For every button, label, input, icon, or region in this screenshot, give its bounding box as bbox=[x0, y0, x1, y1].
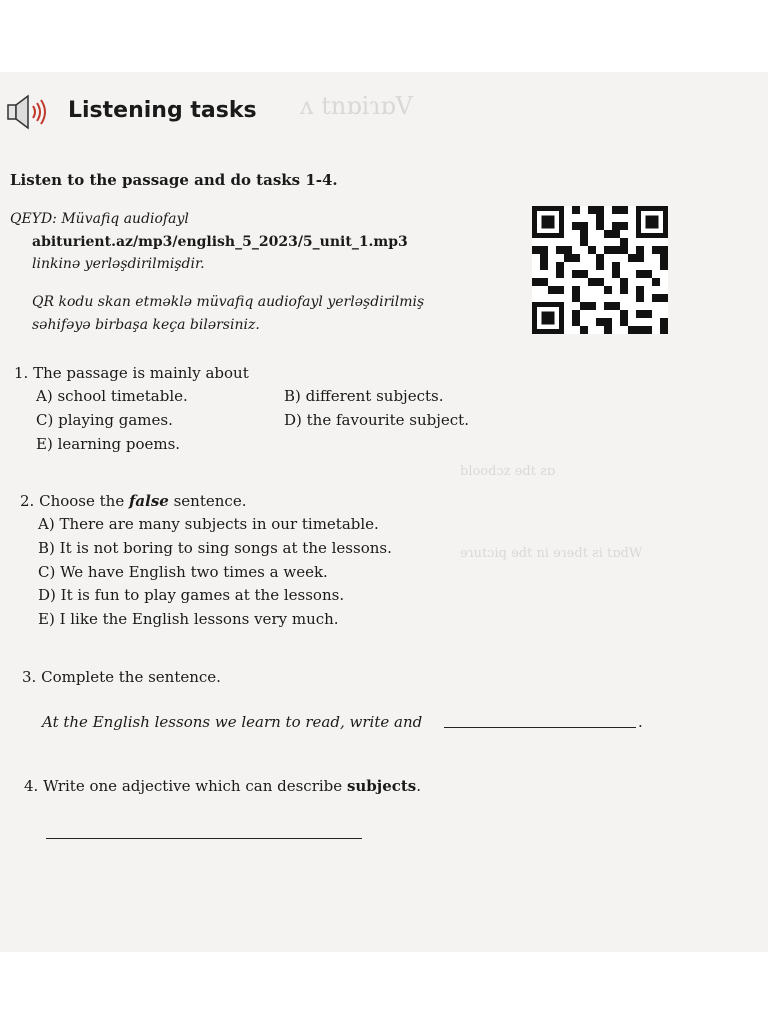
option-1c[interactable]: C) playing games. bbox=[36, 411, 173, 429]
qr-note-line1: QR kodu skan etməklə müvafiq audiofayl yerləşdirilmiş bbox=[32, 294, 425, 310]
sentence-end: . bbox=[638, 713, 643, 731]
option-1d[interactable]: D) the favourite subject. bbox=[284, 411, 469, 429]
option-1a[interactable]: A) school timetable. bbox=[36, 387, 188, 405]
worksheet-page bbox=[0, 72, 768, 952]
question-text: Write one adjective which can describe bbox=[43, 777, 347, 795]
option-2e[interactable]: E) I like the English lessons very much. bbox=[38, 610, 339, 628]
question-2 bbox=[20, 492, 246, 510]
answer-blank-4[interactable] bbox=[46, 838, 362, 839]
instructions: Listen to the passage and do tasks 1-4. bbox=[10, 171, 338, 189]
note-line2: linkinə yerləşdirilmişdir. bbox=[32, 256, 205, 272]
question-3 bbox=[22, 668, 221, 686]
completion-sentence: At the English lessons we learn to read, write and bbox=[42, 713, 423, 731]
question-1 bbox=[14, 364, 249, 382]
question-text-end: sentence. bbox=[168, 492, 247, 510]
question-4 bbox=[24, 777, 421, 795]
qr-note-line2: səhifəyə birbaşa keça bilərsiniz. bbox=[32, 317, 260, 333]
question-number: 1. bbox=[14, 364, 29, 382]
audio-link[interactable]: abiturient.az/mp3/english_5_2023/5_unit_1.mp3 bbox=[32, 234, 408, 250]
option-1e[interactable]: E) learning poems. bbox=[36, 435, 181, 453]
question-number: 4. bbox=[24, 777, 39, 795]
note-label: QEYD: bbox=[10, 211, 57, 227]
bleed-through-text: ɘɿutɔiq ɘdt ni ɘɿɘdt ƨi tɒdW bbox=[460, 546, 643, 561]
question-emphasis: subjects bbox=[346, 777, 417, 795]
answer-blank-3[interactable] bbox=[444, 727, 636, 728]
bleed-through-text: ʌ tnɒiɿɒV bbox=[300, 92, 413, 120]
question-emphasis: false bbox=[128, 492, 169, 510]
note-line1 bbox=[10, 211, 189, 227]
speaker-icon bbox=[6, 92, 50, 132]
option-1b[interactable]: B) different subjects. bbox=[284, 387, 444, 405]
qr-code[interactable] bbox=[532, 206, 668, 334]
note-text: Müvafiq audiofayl bbox=[61, 211, 189, 227]
question-text-end: . bbox=[416, 777, 422, 795]
question-text: The passage is mainly about bbox=[33, 364, 249, 382]
bleed-through-text: bloodɔz ɘdt ƨɒ bbox=[460, 464, 556, 479]
question-number: 3. bbox=[22, 668, 37, 686]
question-text: Complete the sentence. bbox=[41, 668, 221, 686]
option-2d[interactable]: D) It is fun to play games at the lessons. bbox=[38, 586, 345, 604]
page-title: Listening tasks bbox=[68, 98, 257, 123]
option-2b[interactable]: B) It is not boring to sing songs at the lessons. bbox=[38, 539, 392, 557]
question-text: Choose the bbox=[39, 492, 129, 510]
option-2a[interactable]: A) There are many subjects in our timetable. bbox=[38, 515, 379, 533]
option-2c[interactable]: C) We have English two times a week. bbox=[38, 563, 328, 581]
question-number: 2. bbox=[20, 492, 35, 510]
